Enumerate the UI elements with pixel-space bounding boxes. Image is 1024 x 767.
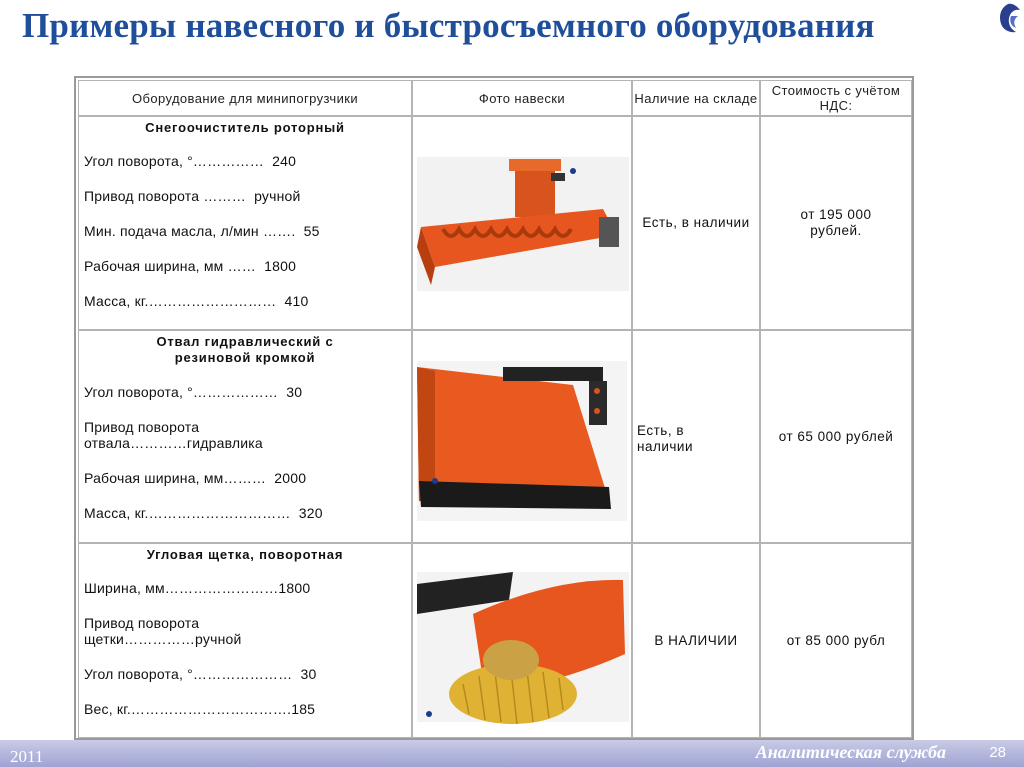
row-3-availability	[632, 543, 760, 738]
spec-line: Рабочая ширина, мм …… 1800	[84, 258, 297, 274]
row-2-photo	[412, 330, 632, 543]
spec-line: Угол поворота, °…………… 240	[84, 153, 297, 169]
angle-brush-photo	[413, 544, 631, 737]
spec-line: Вес, кг.…………………………….185	[84, 701, 316, 717]
spec-line: Угол поворота, °……………… 30	[84, 384, 303, 400]
page-number: 28	[989, 744, 1006, 761]
price-text: от 85 000 рубл	[786, 632, 886, 648]
spec-line: Привод поворота ……… ручной	[84, 188, 301, 204]
footer-year: 2011	[10, 747, 44, 766]
row-2-specs	[78, 330, 412, 543]
spec-line: Ширина, мм……………………1800	[84, 580, 311, 596]
equipment-name: Отвал гидравлический с резиновой кромкой	[156, 334, 334, 365]
row-1-availability	[632, 116, 760, 330]
row-1-price	[760, 116, 912, 330]
brand-logo-icon	[994, 2, 1022, 36]
row-2-price	[760, 330, 912, 543]
spec-line: Масса, кг.……………………… 410	[84, 293, 309, 309]
row-1-photo	[412, 116, 632, 330]
spec-line: щетки……………ручной	[84, 631, 242, 647]
availability-text: Есть, в наличии	[637, 423, 693, 454]
equipment-name: Угловая щетка, поворотная	[146, 547, 344, 562]
availability-text: Есть, в наличии	[642, 215, 750, 230]
header-price-label: Стоимость с учётом НДС:	[771, 83, 901, 113]
spec-line: Масса, кг.………………………… 320	[84, 505, 323, 521]
price-text: от 65 000 рублей	[778, 428, 894, 444]
header-price	[760, 80, 912, 116]
spec-line: Мин. подача масла, л/мин ……. 55	[84, 223, 320, 239]
row-3-price	[760, 543, 912, 738]
row-3-specs	[78, 543, 412, 738]
equipment-name: Снегоочиститель роторный	[145, 120, 345, 135]
spec-line: Привод поворота	[84, 419, 200, 435]
price-text: от 195 000 рублей.	[800, 207, 872, 238]
snow-blower-photo	[413, 117, 631, 329]
header-availability-label: Наличие на складе	[634, 90, 758, 106]
spec-line: Угол поворота, °………………… 30	[84, 666, 317, 682]
availability-text: В НАЛИЧИИ	[654, 632, 738, 648]
header-photo: Фото навески	[412, 80, 632, 116]
footer-service: Аналитическая служба	[755, 742, 946, 762]
spec-line: отвала…………гидравлика	[84, 435, 263, 451]
spec-line: Привод поворота	[84, 615, 200, 631]
spec-line: Рабочая ширина, мм……… 2000	[84, 470, 307, 486]
row-1-specs	[78, 116, 412, 330]
dozer-blade-photo	[413, 331, 631, 542]
header-availability	[632, 80, 760, 116]
header-equipment: Оборудование для минипогрузчики	[78, 80, 412, 116]
slide-title: Примеры навесного и быстросъемного оборудования	[22, 6, 875, 45]
row-2-availability	[632, 330, 760, 543]
equipment-table	[74, 76, 914, 740]
row-3-photo	[412, 543, 632, 738]
